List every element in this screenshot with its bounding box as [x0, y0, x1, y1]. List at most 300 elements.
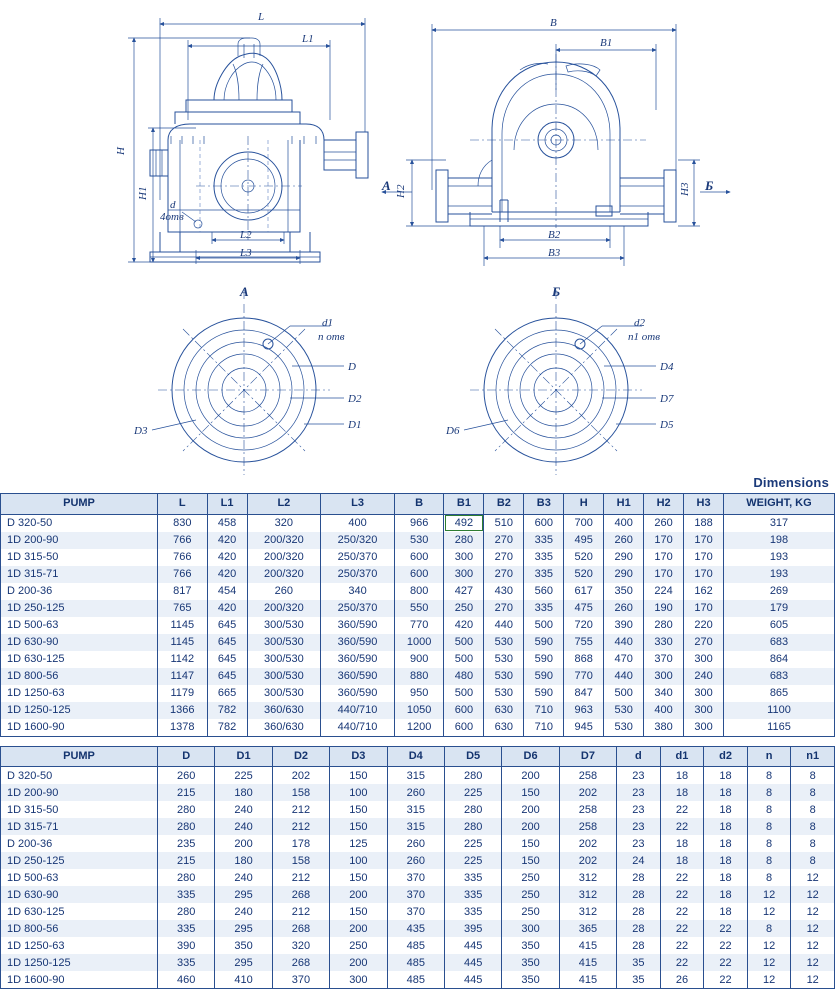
- value-cell: 258: [559, 818, 616, 835]
- value-cell: 500: [444, 651, 484, 668]
- value-cell: 1179: [158, 685, 208, 702]
- table1-th-b1: B1: [444, 494, 484, 515]
- value-cell: 360/630: [247, 702, 321, 719]
- value-cell: 18: [704, 784, 748, 801]
- value-cell: 485: [387, 954, 444, 971]
- value-cell: 188: [684, 514, 724, 532]
- front-elevation-view: [115, 11, 368, 264]
- table1-th-b: B: [394, 494, 444, 515]
- label-n1-otv: n1 отв: [628, 331, 660, 343]
- value-cell: 8: [747, 767, 791, 785]
- table1-th-l1: L1: [207, 494, 247, 515]
- dim-label-H1: H1: [137, 186, 149, 200]
- value-cell: 350: [502, 971, 559, 989]
- value-cell: 800: [394, 583, 444, 600]
- value-cell: 158: [272, 852, 329, 869]
- value-cell: 710: [524, 719, 564, 737]
- value-cell: 460: [158, 971, 215, 989]
- dim-label-L: L: [258, 11, 265, 23]
- value-cell: 250/370: [321, 600, 395, 617]
- value-cell: 8: [791, 767, 835, 785]
- table2-th-d3: D3: [330, 746, 387, 767]
- value-cell: 170: [644, 549, 684, 566]
- value-cell: 125: [330, 835, 387, 852]
- dim-label-B3: B3: [548, 247, 561, 259]
- value-cell: 766: [158, 532, 208, 549]
- pump-model-cell: 1D 800-56: [1, 920, 158, 937]
- value-cell: 150: [330, 903, 387, 920]
- value-cell: 445: [444, 954, 501, 971]
- value-cell: 260: [387, 852, 444, 869]
- table-row: [1, 852, 835, 869]
- value-cell: 440: [604, 634, 644, 651]
- value-cell: 1200: [394, 719, 444, 737]
- value-cell: 782: [207, 719, 247, 737]
- table1-th-l3: L3: [321, 494, 395, 515]
- value-cell: 420: [444, 617, 484, 634]
- value-cell: 445: [444, 937, 501, 954]
- value-cell: 400: [644, 702, 684, 719]
- value-cell: 280: [444, 767, 501, 785]
- value-cell: 200/320: [247, 600, 321, 617]
- value-cell: 420: [207, 532, 247, 549]
- value-cell: 280: [444, 532, 484, 549]
- value-cell: 617: [564, 583, 604, 600]
- value-cell: 200: [330, 954, 387, 971]
- table2-header-row: [1, 746, 835, 767]
- value-cell: 390: [158, 937, 215, 954]
- value-cell: 12: [747, 886, 791, 903]
- value-cell: 1100: [724, 702, 835, 719]
- table-row: [1, 617, 835, 634]
- value-cell: 268: [272, 886, 329, 903]
- value-cell: 440/710: [321, 719, 395, 737]
- value-cell: 458: [207, 514, 247, 532]
- table2-th-d6: D6: [502, 746, 559, 767]
- table-row: [1, 634, 835, 651]
- value-cell: 420: [207, 549, 247, 566]
- value-cell: 312: [559, 903, 616, 920]
- value-cell: 200: [215, 835, 272, 852]
- value-cell: 270: [484, 549, 524, 566]
- value-cell: 18: [704, 886, 748, 903]
- value-cell: 435: [387, 920, 444, 937]
- table2-th-d2small: d2: [704, 746, 748, 767]
- value-cell: 250: [502, 869, 559, 886]
- value-cell: 200/320: [247, 532, 321, 549]
- value-cell: 530: [484, 668, 524, 685]
- table1-th-h: H: [564, 494, 604, 515]
- value-cell: 560: [524, 583, 564, 600]
- value-cell: 28: [617, 869, 661, 886]
- value-cell: 193: [724, 566, 835, 583]
- value-cell: 250: [330, 937, 387, 954]
- value-cell: 225: [215, 767, 272, 785]
- value-cell: 645: [207, 651, 247, 668]
- value-cell: 415: [559, 937, 616, 954]
- value-cell: 202: [559, 784, 616, 801]
- value-cell: 335: [444, 886, 501, 903]
- value-cell: 150: [502, 784, 559, 801]
- table-row: [1, 903, 835, 920]
- value-cell: 320: [272, 937, 329, 954]
- value-cell: 235: [158, 835, 215, 852]
- pump-model-cell: 1D 500-63: [1, 617, 158, 634]
- value-cell: 28: [617, 886, 661, 903]
- pump-model-cell: D 320-50: [1, 767, 158, 785]
- table-row: [1, 801, 835, 818]
- value-cell: 847: [564, 685, 604, 702]
- value-cell: 415: [559, 971, 616, 989]
- table2-th-n: n: [747, 746, 791, 767]
- value-cell: 8: [791, 801, 835, 818]
- value-cell: 260: [247, 583, 321, 600]
- value-cell: 520: [564, 566, 604, 583]
- value-cell: 158: [272, 784, 329, 801]
- value-cell: 200: [330, 920, 387, 937]
- table1-th-h1: H1: [604, 494, 644, 515]
- value-cell: 500: [604, 685, 644, 702]
- value-cell: 170: [684, 566, 724, 583]
- value-cell: 550: [394, 600, 444, 617]
- value-cell: 530: [484, 685, 524, 702]
- table2-th-d7: D7: [559, 746, 616, 767]
- value-cell: 645: [207, 668, 247, 685]
- pump-model-cell: 1D 800-56: [1, 668, 158, 685]
- dimensions-table-2: [0, 746, 835, 990]
- table-row: [1, 583, 835, 600]
- value-cell: 683: [724, 668, 835, 685]
- value-cell: 8: [747, 869, 791, 886]
- table-row: [1, 668, 835, 685]
- value-cell: 1147: [158, 668, 208, 685]
- value-cell: 868: [564, 651, 604, 668]
- value-cell: 225: [444, 852, 501, 869]
- value-cell: 360/590: [321, 685, 395, 702]
- value-cell: 150: [502, 835, 559, 852]
- value-cell: 23: [617, 784, 661, 801]
- value-cell: 250: [502, 903, 559, 920]
- value-cell: 420: [207, 600, 247, 617]
- value-cell: 360/590: [321, 617, 395, 634]
- table2-th-d1: D1: [215, 746, 272, 767]
- table-row: [1, 549, 835, 566]
- value-cell: 280: [444, 818, 501, 835]
- value-cell: 18: [660, 835, 704, 852]
- value-cell: 35: [617, 971, 661, 989]
- value-cell: 480: [444, 668, 484, 685]
- value-cell: 295: [215, 886, 272, 903]
- value-cell: 600: [444, 702, 484, 719]
- value-cell: 250: [444, 600, 484, 617]
- value-cell: 590: [524, 668, 564, 685]
- value-cell: 12: [747, 954, 791, 971]
- value-cell: 18: [704, 869, 748, 886]
- value-cell: 370: [387, 869, 444, 886]
- value-cell: 300/530: [247, 617, 321, 634]
- value-cell: 18: [704, 767, 748, 785]
- label-D3: D3: [134, 425, 148, 437]
- value-cell: 370: [272, 971, 329, 989]
- table-row: [1, 685, 835, 702]
- value-cell: 200/320: [247, 549, 321, 566]
- table-row: [1, 767, 835, 785]
- value-cell: 280: [644, 617, 684, 634]
- dim-label-d-note: 4отв: [160, 211, 184, 223]
- value-cell: 270: [484, 532, 524, 549]
- value-cell: 260: [604, 600, 644, 617]
- value-cell: 335: [524, 566, 564, 583]
- value-cell: 630: [484, 719, 524, 737]
- value-cell: 395: [444, 920, 501, 937]
- pump-model-cell: D 200-36: [1, 835, 158, 852]
- value-cell: 260: [644, 514, 684, 532]
- value-cell: 645: [207, 634, 247, 651]
- value-cell: 335: [444, 869, 501, 886]
- value-cell: 530: [484, 634, 524, 651]
- value-cell: 8: [791, 835, 835, 852]
- value-cell: 28: [617, 903, 661, 920]
- value-cell: 370: [644, 651, 684, 668]
- value-cell: 530: [604, 719, 644, 737]
- value-cell: 212: [272, 869, 329, 886]
- value-cell: 150: [330, 818, 387, 835]
- label-D4: D4: [660, 361, 674, 373]
- value-cell: 645: [207, 617, 247, 634]
- value-cell: 202: [559, 852, 616, 869]
- value-cell: 440: [484, 617, 524, 634]
- value-cell: 330: [644, 634, 684, 651]
- value-cell: 100: [330, 784, 387, 801]
- value-cell: 22: [660, 954, 704, 971]
- view-a-title: А: [240, 284, 249, 299]
- value-cell: 300/530: [247, 685, 321, 702]
- value-cell: 258: [559, 801, 616, 818]
- value-cell: 180: [215, 852, 272, 869]
- value-cell: 350: [604, 583, 644, 600]
- value-cell: 150: [330, 801, 387, 818]
- value-cell: 900: [394, 651, 444, 668]
- value-cell: 193: [724, 549, 835, 566]
- view-arrow-label-A: А: [382, 178, 391, 193]
- value-cell: 150: [330, 869, 387, 886]
- table2-th-n1: n1: [791, 746, 835, 767]
- value-cell: 12: [791, 920, 835, 937]
- value-cell: 1145: [158, 617, 208, 634]
- value-cell: 12: [747, 937, 791, 954]
- value-cell: 12: [791, 971, 835, 989]
- value-cell: 410: [215, 971, 272, 989]
- value-cell: 390: [604, 617, 644, 634]
- value-cell: 240: [215, 903, 272, 920]
- value-cell: 240: [215, 869, 272, 886]
- label-D5: D5: [660, 419, 674, 431]
- value-cell: 492: [444, 514, 484, 532]
- table-row: [1, 600, 835, 617]
- value-cell: 300/530: [247, 651, 321, 668]
- value-cell: 880: [394, 668, 444, 685]
- value-cell: 445: [444, 971, 501, 989]
- value-cell: 24: [617, 852, 661, 869]
- pump-model-cell: 1D 630-125: [1, 651, 158, 668]
- value-cell: 440/710: [321, 702, 395, 719]
- pump-model-cell: 1D 315-71: [1, 818, 158, 835]
- value-cell: 1378: [158, 719, 208, 737]
- pump-model-cell: 1D 630-125: [1, 903, 158, 920]
- value-cell: 200: [502, 801, 559, 818]
- value-cell: 335: [524, 532, 564, 549]
- value-cell: 350: [502, 954, 559, 971]
- view-b-title: Б: [552, 284, 561, 299]
- value-cell: 12: [791, 886, 835, 903]
- value-cell: 530: [394, 532, 444, 549]
- value-cell: 335: [524, 549, 564, 566]
- dim-label-d: d: [170, 199, 176, 211]
- value-cell: 202: [272, 767, 329, 785]
- table2-body: [1, 767, 835, 989]
- value-cell: 212: [272, 903, 329, 920]
- pump-model-cell: 1D 1600-90: [1, 971, 158, 989]
- value-cell: 250/370: [321, 549, 395, 566]
- table-row: [1, 818, 835, 835]
- pump-model-cell: 1D 315-71: [1, 566, 158, 583]
- value-cell: 315: [387, 801, 444, 818]
- value-cell: 22: [660, 801, 704, 818]
- side-elevation-view: [381, 17, 730, 266]
- value-cell: 12: [747, 971, 791, 989]
- value-cell: 966: [394, 514, 444, 532]
- value-cell: 22: [660, 937, 704, 954]
- value-cell: 1142: [158, 651, 208, 668]
- pump-model-cell: D 320-50: [1, 514, 158, 532]
- value-cell: 520: [564, 549, 604, 566]
- value-cell: 215: [158, 852, 215, 869]
- value-cell: 170: [644, 566, 684, 583]
- value-cell: 280: [158, 903, 215, 920]
- table-row: [1, 532, 835, 549]
- value-cell: 178: [272, 835, 329, 852]
- value-cell: 817: [158, 583, 208, 600]
- value-cell: 268: [272, 954, 329, 971]
- value-cell: 470: [604, 651, 644, 668]
- value-cell: 300: [444, 566, 484, 583]
- value-cell: 300/530: [247, 668, 321, 685]
- value-cell: 280: [158, 818, 215, 835]
- value-cell: 8: [747, 801, 791, 818]
- value-cell: 18: [704, 852, 748, 869]
- dim-label-L2: L2: [240, 229, 252, 241]
- value-cell: 335: [158, 920, 215, 937]
- table-row: [1, 954, 835, 971]
- value-cell: 485: [387, 937, 444, 954]
- value-cell: 12: [791, 869, 835, 886]
- table-row: [1, 971, 835, 989]
- view-arrow-label-B: Б: [705, 178, 714, 193]
- value-cell: 240: [215, 818, 272, 835]
- value-cell: 475: [564, 600, 604, 617]
- value-cell: 28: [617, 937, 661, 954]
- value-cell: 269: [724, 583, 835, 600]
- value-cell: 240: [684, 668, 724, 685]
- value-cell: 212: [272, 818, 329, 835]
- label-d1: d1: [322, 317, 333, 329]
- value-cell: 200: [502, 767, 559, 785]
- table1-header-row: [1, 494, 835, 515]
- value-cell: 22: [660, 886, 704, 903]
- value-cell: 215: [158, 784, 215, 801]
- value-cell: 1000: [394, 634, 444, 651]
- value-cell: 335: [444, 903, 501, 920]
- table1-th-h2: H2: [644, 494, 684, 515]
- table2-th-d4: D4: [387, 746, 444, 767]
- value-cell: 766: [158, 549, 208, 566]
- value-cell: 8: [747, 784, 791, 801]
- value-cell: 170: [684, 532, 724, 549]
- pump-model-cell: 1D 630-90: [1, 886, 158, 903]
- value-cell: 600: [394, 566, 444, 583]
- value-cell: 260: [387, 835, 444, 852]
- value-cell: 224: [644, 583, 684, 600]
- value-cell: 440: [604, 668, 644, 685]
- value-cell: 770: [394, 617, 444, 634]
- value-cell: 335: [158, 886, 215, 903]
- value-cell: 23: [617, 767, 661, 785]
- label-D1: D1: [348, 419, 362, 431]
- value-cell: 755: [564, 634, 604, 651]
- pump-model-cell: 1D 630-90: [1, 634, 158, 651]
- value-cell: 18: [660, 784, 704, 801]
- table2-th-d5: D5: [444, 746, 501, 767]
- value-cell: 400: [321, 514, 395, 532]
- table-row: [1, 566, 835, 583]
- value-cell: 300: [502, 920, 559, 937]
- value-cell: 225: [444, 835, 501, 852]
- pump-model-cell: 1D 315-50: [1, 549, 158, 566]
- pump-model-cell: 1D 250-125: [1, 852, 158, 869]
- value-cell: 22: [660, 903, 704, 920]
- value-cell: 365: [559, 920, 616, 937]
- value-cell: 312: [559, 869, 616, 886]
- value-cell: 18: [704, 835, 748, 852]
- value-cell: 35: [617, 954, 661, 971]
- value-cell: 268: [272, 920, 329, 937]
- value-cell: 8: [791, 784, 835, 801]
- value-cell: 22: [704, 954, 748, 971]
- value-cell: 360/630: [247, 719, 321, 737]
- table-row: [1, 886, 835, 903]
- value-cell: 600: [444, 719, 484, 737]
- value-cell: 770: [564, 668, 604, 685]
- value-cell: 28: [617, 920, 661, 937]
- value-cell: 150: [502, 852, 559, 869]
- value-cell: 590: [524, 651, 564, 668]
- value-cell: 340: [644, 685, 684, 702]
- table1-th-b2: B2: [484, 494, 524, 515]
- value-cell: 100: [330, 852, 387, 869]
- value-cell: 200/320: [247, 566, 321, 583]
- table-row: [1, 651, 835, 668]
- value-cell: 1145: [158, 634, 208, 651]
- value-cell: 23: [617, 801, 661, 818]
- value-cell: 260: [158, 767, 215, 785]
- value-cell: 350: [215, 937, 272, 954]
- value-cell: 665: [207, 685, 247, 702]
- value-cell: 270: [684, 634, 724, 651]
- value-cell: 12: [791, 903, 835, 920]
- value-cell: 250/320: [321, 532, 395, 549]
- value-cell: 510: [484, 514, 524, 532]
- value-cell: 830: [158, 514, 208, 532]
